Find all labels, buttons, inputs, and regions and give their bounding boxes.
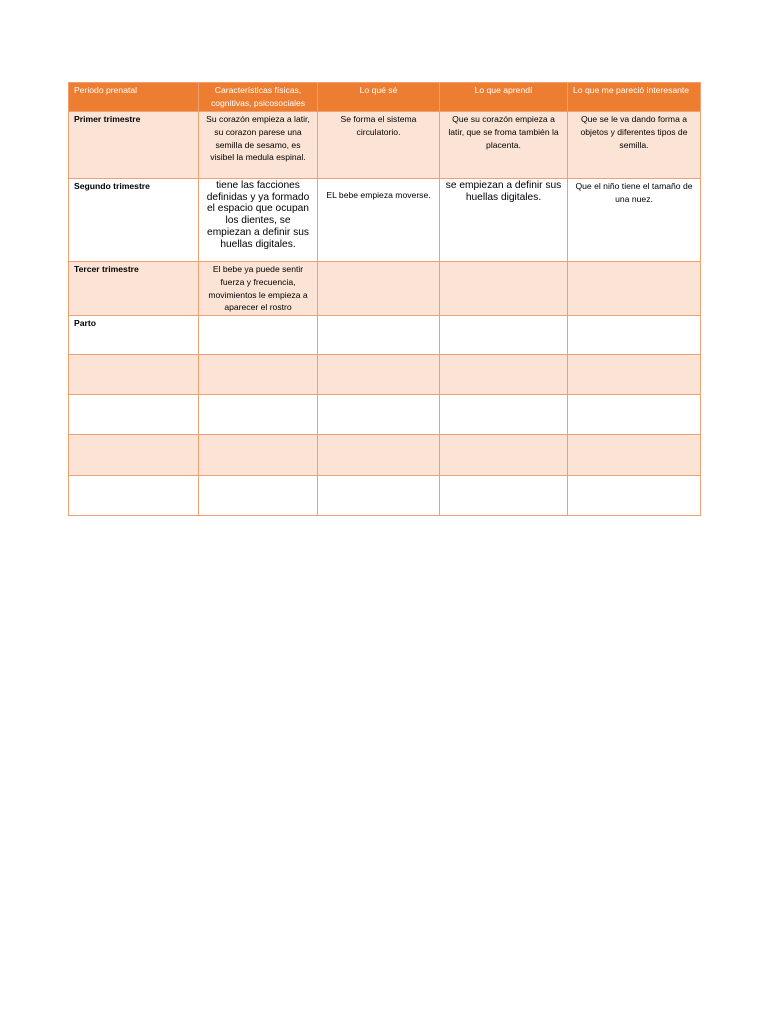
- table-cell: [440, 355, 568, 395]
- header-lo-que-aprendi: Lo que aprendí: [440, 83, 568, 112]
- cell-lo-que-aprendi: se empiezan a definir sus huellas digitales.: [440, 178, 568, 261]
- cell-caracteristicas: El bebe ya puede sentir fuerza y frecuencia, movimientos le empieza a aparecer el rostro: [199, 261, 318, 316]
- header-caracteristicas: Características físicas, cognitivas, psicosociales: [199, 83, 318, 112]
- table-row: [69, 178, 701, 261]
- table-cell: [568, 395, 701, 435]
- table-cell: [318, 435, 440, 476]
- table-cell: [568, 355, 701, 395]
- row-stage: Parto: [69, 316, 199, 355]
- table-cell: [199, 435, 318, 476]
- cell-lo-que-se: Se forma el sistema circulatorio.: [318, 111, 440, 178]
- table-row: [69, 395, 701, 435]
- table-cell: [440, 435, 568, 476]
- table-row: [69, 316, 701, 355]
- table-row: [69, 111, 701, 178]
- header-interesante: Lo que me pareció interesante: [568, 83, 701, 112]
- table-cell: [568, 435, 701, 476]
- cell-lo-que-se: [318, 261, 440, 316]
- table-row: [69, 435, 701, 476]
- table-cell: [318, 395, 440, 435]
- row-stage: Primer trimestre: [69, 111, 199, 178]
- cell-caracteristicas: [199, 316, 318, 355]
- table-cell: [69, 355, 199, 395]
- cell-interesante: Que el niño tiene el tamaño de una nuez.: [568, 178, 701, 261]
- row-stage: Segundo trimestre: [69, 178, 199, 261]
- cell-caracteristicas: tiene las facciones definidas y ya formado el espacio que ocupan los dientes, se empiezan a definir sus huellas digitales.: [199, 178, 318, 261]
- header-periodo-prenatal: Periodo prenatal: [69, 83, 199, 112]
- cell-lo-que-se: EL bebe empieza moverse.: [318, 178, 440, 261]
- table-cell: [440, 476, 568, 516]
- cell-lo-que-aprendi: Que su corazón empieza a latir, que se froma también la placenta.: [440, 111, 568, 178]
- table-cell: [69, 435, 199, 476]
- cell-lo-que-se: [318, 316, 440, 355]
- table-cell: [69, 395, 199, 435]
- table-row: [69, 355, 701, 395]
- table-cell: [199, 395, 318, 435]
- table-cell: [199, 476, 318, 516]
- table-cell: [69, 476, 199, 516]
- prenatal-table: [68, 82, 701, 516]
- cell-caracteristicas: Su corazón empieza a latir, su corazon parese una semilla de sesamo, es visibel la medula espinal.: [199, 111, 318, 178]
- row-stage: Tercer trimestre: [69, 261, 199, 316]
- cell-interesante: [568, 261, 701, 316]
- table-row: [69, 261, 701, 316]
- cell-interesante: Que se le va dando forma a objetos y diferentes tipos de semilla.: [568, 111, 701, 178]
- cell-lo-que-aprendi: [440, 316, 568, 355]
- cell-interesante: [568, 316, 701, 355]
- cell-lo-que-aprendi: [440, 261, 568, 316]
- table-cell: [318, 476, 440, 516]
- table-cell: [440, 395, 568, 435]
- table-row: [69, 476, 701, 516]
- table-cell: [318, 355, 440, 395]
- header-lo-que-se: Lo qué sé: [318, 83, 440, 112]
- table-cell: [199, 355, 318, 395]
- table-cell: [568, 476, 701, 516]
- table-header-row: [69, 83, 701, 112]
